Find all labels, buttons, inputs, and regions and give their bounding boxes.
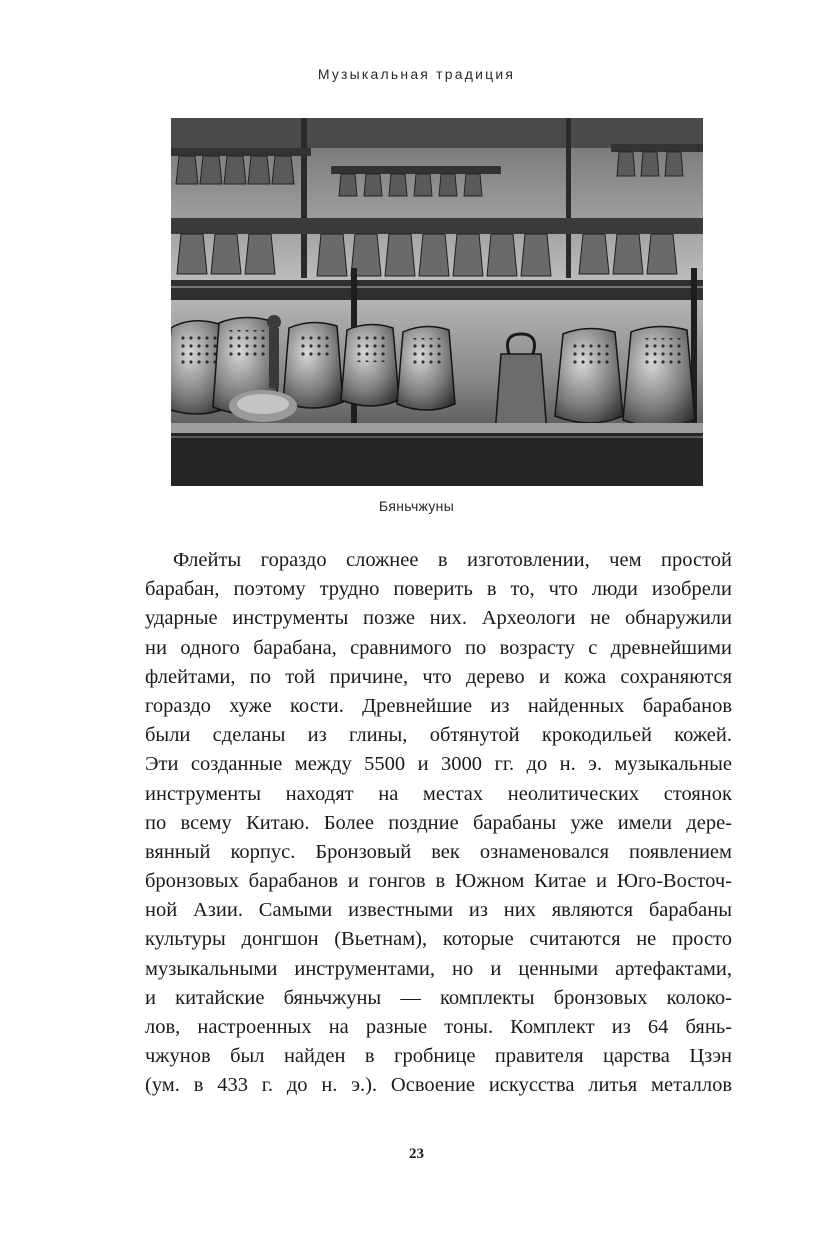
text-line: ной Азии. Самыми известными из них являются барабаны xyxy=(145,899,732,922)
text-line: флейтами, по той причине, что дерево и кожа сохраняются xyxy=(145,665,732,688)
body-paragraph xyxy=(145,546,732,1101)
text-line: Флейты гораздо сложнее в изготовлении, чем простой xyxy=(173,549,732,571)
text-line: лов, настроенных на разные тоны. Комплект из 64 бянь- xyxy=(145,1016,732,1038)
bianzhong-photo xyxy=(171,118,703,486)
text-line: музыкальными инструментами, но и ценными артефактами, xyxy=(145,957,732,980)
page-number: 23 xyxy=(409,1146,424,1162)
text-line: чжунов был найден в гробнице правителя царства Цзэн xyxy=(145,1045,732,1068)
text-line: Эти созданные между 5500 и 3000 гг. до н. э. музыкальные xyxy=(145,753,732,776)
text-line: по всему Китаю. Более поздние барабаны уже имели дере- xyxy=(145,811,732,834)
text-line: вянный корпус. Бронзовый век ознаменовался появлением xyxy=(145,840,732,863)
text-line: бронзовых барабанов и гонгов в Южном Китае и Юго-Восточ- xyxy=(145,870,732,893)
text-line: гораздо хуже кости. Древнейшие из найденных барабанов xyxy=(145,694,732,717)
running-head: Музыкальная традиция xyxy=(317,66,516,82)
text-line: барабан, поэтому трудно поверить в то, что люди изобрели xyxy=(145,578,732,601)
text-line: культуры донгшон (Вьетнам), которые считаются не просто xyxy=(145,928,732,951)
text-line: и китайские бяньчжуны — комплекты бронзовых колоко- xyxy=(145,986,732,1009)
text-line: ударные инструменты позже них. Археологи не обнаружили xyxy=(145,607,732,630)
text-line: (ум. в 433 г. до н. э.). Освоение искусства литья металлов xyxy=(145,1074,732,1097)
figure-caption: Бяньчжуны xyxy=(378,498,455,514)
text-line: ни одного барабана, сравнимого по возрасту с древнейшими xyxy=(145,636,732,659)
text-line: были сделаны из глины, обтянутой крокодильей кожей. xyxy=(145,724,732,747)
text-line: инструменты находят на местах неолитических стоянок xyxy=(145,782,732,805)
